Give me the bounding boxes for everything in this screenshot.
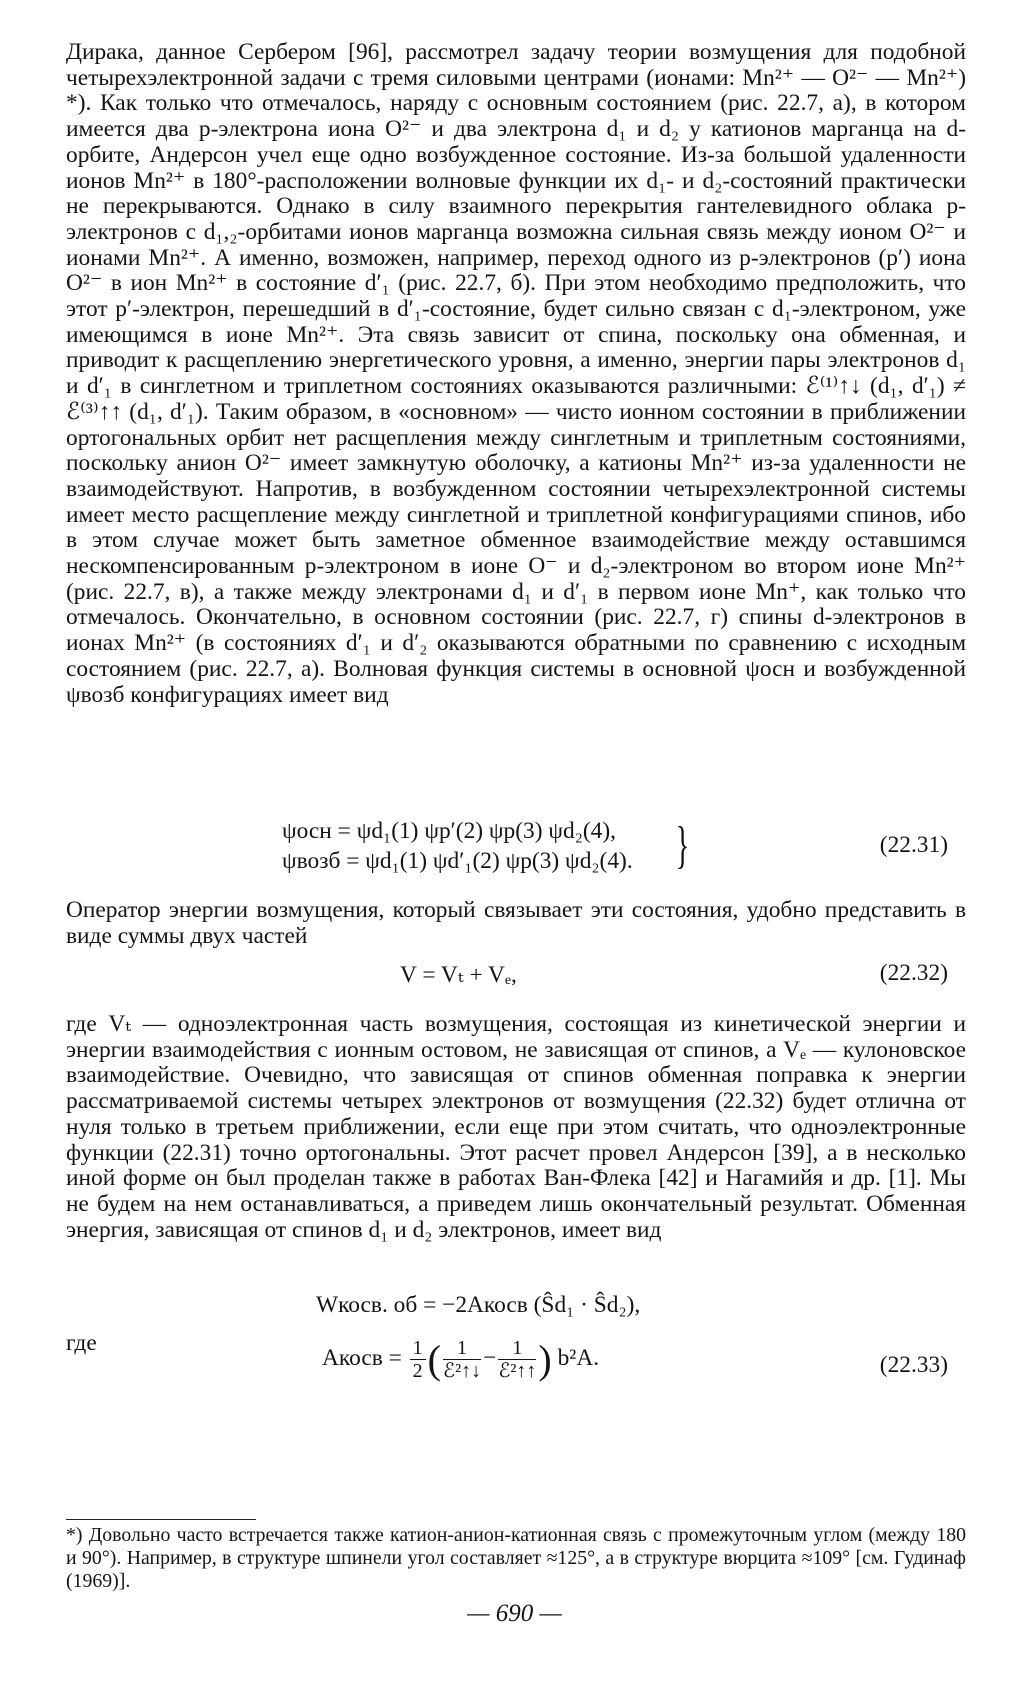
paragraph-exchange-result: где Vₜ — одноэлектронная часть возмущения, состоящая из кинетической энергии и энергии взаимодействия с ионным остовом, не зависящая от спинов, а Vₑ — кулоновское взаимодействие. Очевидно, что зависящая от спинов обменная поправка к энергии рассматриваемой системы четырех электронов от возмущения (22.32) будет отлична от нуля только в третьем приближении, если еще при этом считать, что одноэлектронные функции (22.31) точно ортогональны. Этот расчет провел Андерсон [39], а в несколько иной форме он был проделан также в работах Ван-Флека [42] и Нагамийя и др. [1]. Мы не будем на нем останавливаться, а приведем лишь окончательный результат. Обменная энергия, зависящая от спинов d₁ и d₂ электронов, имеет вид — [66, 1011, 966, 1243]
equation-psi-excited: ψвозб = ψd₁(1) ψd′₁(2) ψp(3) ψd₂(4). — [282, 848, 633, 874]
equation-22-31 — [66, 818, 966, 880]
equation-22-32 — [66, 960, 966, 990]
fraction-numerator: 1 — [498, 1337, 536, 1360]
fraction-denominator: ℰ²↑↓ — [443, 1360, 482, 1382]
footnote: *) Довольно часто встречается также катион-анион-катионная связь с промежуточным углом (между 180 и 90°). Например, в структуре шпинели угол составляет ≈125°, а в структуре вюрцита ≈109° [см. Гудинаф (1969)]. — [66, 1524, 966, 1592]
equation-number-22-32: (22.32) — [879, 960, 948, 986]
footnote-divider — [66, 1519, 256, 1520]
equation-number-22-33: (22.33) — [879, 1352, 948, 1378]
fraction-singlet — [443, 1337, 481, 1382]
equation-w-indirect — [66, 1292, 966, 1322]
paragraph-anderson-model: Дирака, данное Сербером [96], рассмотрел задачу теории возмущения для подобной четырехэлектронной задачи с тремя силовыми центрами (ионами: Mn²⁺ — O²⁻ — Mn²⁺) *). Как только что отмечалось, наряду с основным состоянием (рис. 22.7, а), в котором имеется два p-электрона иона O²⁻ и два электрона d₁ и d₂ у катионов марганца на d-орбите, Андерсон учел еще одно возбужденное состояние. Из-за большой удаленности ионов Mn²⁺ в 180°-расположении волновые функции их d₁- и d₂-состояний практически не перекрываются. Однако в силу взаимного перекрытия гантелевидного облака p-электронов с d₁,₂-орбитами ионов марганца возможна сильная связь между ионом O²⁻ и ионами Mn²⁺. А именно, возможен, например, переход одного из p-электронов (p′) иона O²⁻ в ион Mn²⁺ в состояние d′₁ (рис. 22.7, б). При этом необходимо предположить, что этот p′-электрон, перешедший в d′₁-состояние, будет сильно связан с d₁-электроном, уже имеющимся в ионе Mn²⁺. Эта связь зависит от спина, поскольку она обменная, и приводит к расщеплению энергетического уровня, а именно, энергии пары электронов d₁ и d′₁ в синглетном и триплетном состояниях оказываются различными: ℰ⁽¹⁾↑↓ (d₁, d′₁) ≠ ℰ⁽³⁾↑↑ (d₁, d′₁). Таким образом, в «основном» — чисто ионном состоянии в приближении ортогональных орбит нет расщепления между синглетным и триплетным состояниями, поскольку анион O²⁻ имеет замкнутую оболочку, а катионы Mn²⁺ из-за удаленности не взаимодействуют. Напротив, в возбужденном состоянии четырехэлектронной системы имеет место расщепление между синглетной и триплетной конфигурациями спинов, ибо в этом случае может быть заметное обменное взаимодействие между оставшимся нескомпенсированным p-электроном в ионе O⁻ и d₂-электроном во втором ионе Mn²⁺ (рис. 22.7, в), а также между электронами d₁ и d′₁ в первом ионе Mn⁺, как только что отмечалось. Окончательно, в основном состоянии (рис. 22.7, г) спины d-электронов в ионах Mn²⁺ (в состояниях d′₁ и d′₂ оказываются обратными по сравнению с исходным состоянием (рис. 22.7, а). Волновая функция системы в основной ψосн и возбужденной ψвозб конфигурациях имеет вид — [66, 39, 966, 708]
equation-a-lhs: Aкосв = — [322, 1344, 402, 1371]
paragraph-perturbation-operator: Оператор энергии возмущения, который связывает эти состояния, удобно представить в виде суммы двух частей — [66, 897, 966, 949]
main-text-bottom — [66, 1012, 966, 1243]
fraction-numerator: 1 — [443, 1337, 481, 1360]
right-paren-icon: ) — [538, 1337, 552, 1382]
main-text-top — [66, 40, 966, 708]
right-brace-icon: } — [675, 817, 690, 874]
main-text-middle — [66, 898, 966, 949]
equation-w-exchange: Wкосв. об = −2Aкосв (Ŝd₁ · Ŝd₂), — [316, 1292, 641, 1318]
equation-psi-ground: ψосн = ψd₁(1) ψp′(2) ψp(3) ψd₂(4), — [282, 818, 616, 844]
fraction-denominator: ℰ²↑↑ — [498, 1360, 537, 1382]
equation-number-22-31: (22.31) — [879, 832, 948, 858]
fraction-numerator: 1 — [410, 1337, 426, 1360]
page-number: — 690 — — [467, 1600, 562, 1627]
fraction-triplet — [498, 1337, 536, 1382]
equation-22-33 — [66, 1330, 966, 1400]
left-paren-icon: ( — [427, 1337, 441, 1382]
fraction-denominator: 2 — [412, 1360, 423, 1382]
equation-a-indirect — [322, 1336, 599, 1383]
equation-a-tail: b²A. — [557, 1344, 600, 1371]
equation-v-sum: V = Vₜ + Vₑ, — [400, 962, 517, 988]
where-label: где — [66, 1330, 97, 1356]
fraction-one-half — [410, 1337, 426, 1382]
minus-sign-icon: − — [483, 1344, 497, 1371]
